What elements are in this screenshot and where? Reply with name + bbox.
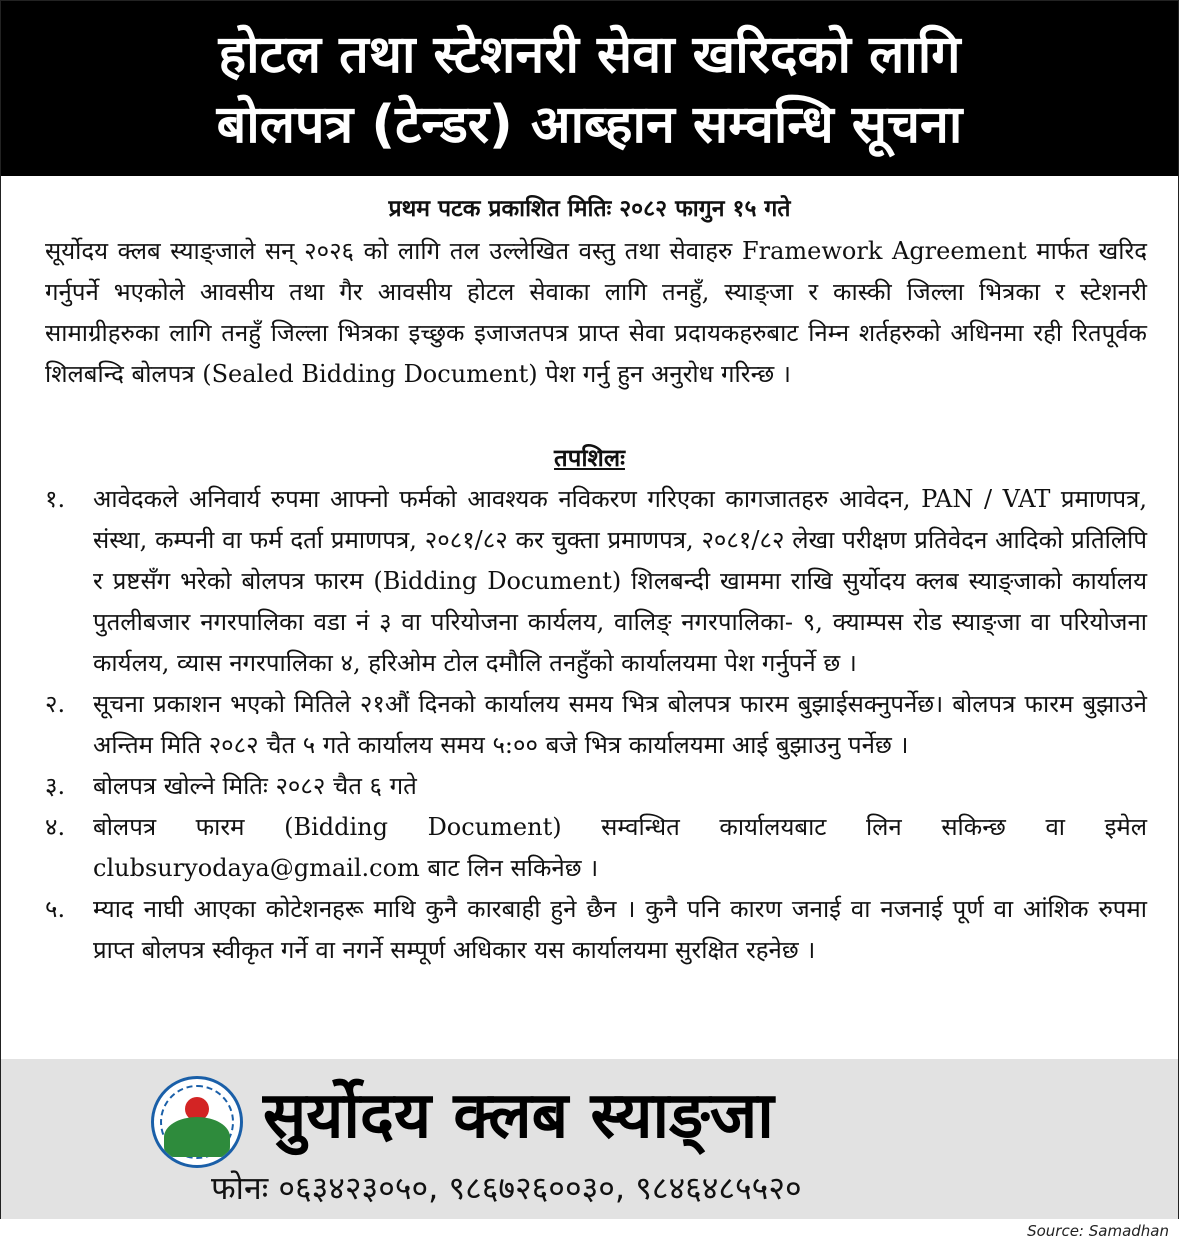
condition-item bbox=[45, 684, 1147, 766]
condition-text: म्याद नाघी आएका कोटेशनहरू माथि कुनै कारबाही हुने छैन । कुनै पनि कारण जनाई वा नजनाई पूर्ण वा आंशिक रुपमा प्राप्त बोलपत्र स्वीकृत गर्ने वा नगर्ने सम्पूर्ण अधिकार यस कार्यालयमा सुरक्षित रहनेछ । bbox=[93, 895, 1147, 964]
notice-title-line-1: होटल तथा स्टेशनरी सेवा खरिदको लागि bbox=[218, 25, 961, 85]
notice-header bbox=[1, 1, 1178, 176]
condition-number: ४. bbox=[45, 813, 66, 841]
condition-item bbox=[45, 766, 1147, 807]
condition-item bbox=[45, 889, 1147, 971]
conditions-list bbox=[45, 479, 1147, 971]
notice-title-line-2: बोलपत्र (टेन्डर) आब्हान सम्वन्धि सूचना bbox=[216, 95, 963, 155]
condition-number: १. bbox=[45, 485, 66, 513]
condition-number: २. bbox=[45, 690, 66, 718]
condition-item bbox=[45, 479, 1147, 684]
club-logo-icon bbox=[151, 1076, 243, 1168]
phone-numbers: फोनः ०६३४२३०५०, ९८६७२६००३०, ९८४६४८५५२० bbox=[211, 1169, 802, 1207]
logo-hill bbox=[164, 1117, 230, 1157]
condition-text: आवेदकले अनिवार्य रुपमा आफ्नो फर्मको आवश्यक नविकरण गरिएका कागजातहरु आवेदन, PAN / VAT प्रमाणपत्र, संस्था, कम्पनी वा फर्म दर्ता प्रमाणपत्र, २०८१/८२ कर चुक्ता प्रमाणपत्र, २०८१/८२ लेखा परीक्षण प्रतिवेदन आदिको प्रतिलिपि र प्रष्टसँग भरेको बोलपत्र फारम (Bidding Document) शिलबन्दी खाममा राखि सुर्योदय क्लब स्याङ्जाको कार्यालय पुतलीबजार नगरपालिका वडा नं ३ वा परियोजना कार्यलय, वालिङ् नगरपालिका- ९, क्याम्पस रोड स्याङ्जा वा परियोजना कार्यलय, व्यास नगरपालिका ४, हरिओम टोल दमौलि तनहुँको कार्यालयमा पेश गर्नुपर्ने छ । bbox=[93, 485, 1148, 677]
intro-paragraph: सूर्योदय क्लब स्याङ्जाले सन् २०२६ को लागि तल उल्लेखित वस्तु तथा सेवाहरु Framework Agreement मार्फत खरिद गर्नुपर्ने भएकोले आवसीय तथा गैर आवसीय होटल सेवाका लागि तनहुँ, स्याङ्जा र कास्की जिल्ला भित्रका र स्टेशनरी सामाग्रीहरुका लागि तनहुँ जिल्ला भित्रका इच्छुक इजाजतपत्र प्राप्त सेवा प्रदायकहरुबाट निम्न शर्तहरुको अधिनमा रही रितपूर्वक शिलबन्दि बोलपत्र (Sealed Bidding Document) पेश गर्नु हुन अनुरोध गरिन्छ । bbox=[45, 237, 1147, 388]
condition-text: बोलपत्र फारम (Bidding Document) सम्वन्धित कार्यालयबाट लिन सकिन्छ वा इमेल clubsuryodaya@gmail.com बाट लिन सकिनेछ । bbox=[93, 813, 1147, 882]
condition-number: ३. bbox=[45, 772, 66, 800]
details-heading: तपशिलः bbox=[554, 444, 625, 472]
condition-text: सूचना प्रकाशन भएको मितिले २१औं दिनको कार्यालय समय भित्र बोलपत्र फारम बुझाईसक्नुपर्नेछ। बोलपत्र फारम बुझाउने अन्तिम मिति २०८२ चैत ५ गते कार्यालय समय ५:०० बजे भित्र कार्यालयमा आई बुझाउनु पर्नेछ । bbox=[93, 690, 1147, 759]
condition-number: ५. bbox=[45, 895, 66, 923]
condition-text: बोलपत्र खोल्ने मितिः २०८२ चैत ६ गते bbox=[93, 772, 417, 800]
publish-date: प्रथम पटक प्रकाशित मितिः २०८२ फागुन १५ गते bbox=[388, 196, 791, 222]
organization-name: सुर्योदय क्लब स्याङ्जा bbox=[263, 1079, 774, 1153]
condition-item bbox=[45, 807, 1147, 889]
source-credit: Source: Samadhan bbox=[1027, 1222, 1169, 1240]
